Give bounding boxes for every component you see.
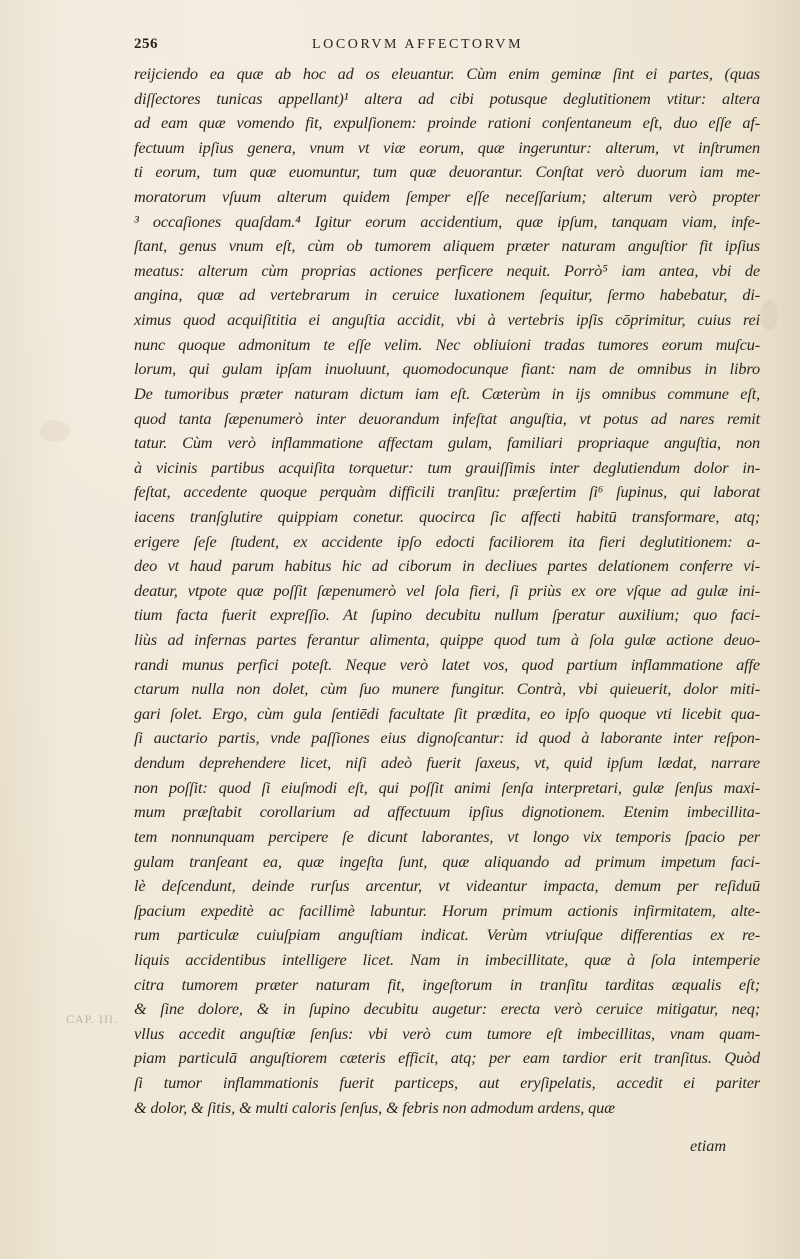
- text-line: diſſectores tunicas appellant)¹ altera ad cibi potusque deglutitionem vtitur: altera: [134, 88, 760, 108]
- text-line: ximus quod acquiſititia ei anguſtia accidit, vbi à vertebris ipſis cōprimitur, cuius rei: [134, 310, 760, 330]
- text-line: De tumoribus præter naturam dictum iam eſt. Cæterùm in ijs omnibus commune eſt,: [134, 383, 760, 403]
- text-line: citra tumorem præter naturam fit, ingeſtorum in tranſitu tarditas æqualis eſt;: [134, 974, 760, 994]
- text-line: nunc quoque admonitum te eſſe velim. Nec obliuioni tradas tumores eorum muſcu-: [134, 334, 760, 354]
- text-line: ³ occaſiones quaſdam.⁴ Igitur eorum accidentium, quæ ipſum, tanquam viam, infe-: [134, 211, 760, 231]
- text-line: meatus: alterum cùm proprias actiones perficere nequit. Porrò⁵ iam antea, vbi de: [134, 260, 760, 280]
- page-number: 256: [134, 36, 158, 52]
- text-line: fectuum ipſius genera, vnum vt viæ eorum, quæ ingeruntur: alterum, vt inſtrumen: [134, 137, 760, 157]
- text-line: liùs ad infernas partes ferantur alimenta, quippe quod tum à ſola gulæ actione deuo-: [134, 630, 760, 650]
- text-line: ctarum nulla non dolet, cùm ſuo munere fungitur. Contrà, vbi quieuerit, dolor miti-: [134, 679, 760, 699]
- text-line: lorum, qui gulam ipſam inuoluunt, quomodocunque fiant: nam de omnibus in libro: [134, 359, 760, 379]
- text-line: à vicinis partibus acquiſita torquetur: tum grauiſſimis inter deglutiendum dolor in-: [134, 457, 760, 477]
- page-header: [134, 36, 756, 58]
- text-line: dendum deprehendere licet, niſi adeò fuerit ſaxeus, vt, quid ipſum lædat, narrare: [134, 753, 760, 773]
- text-line: ſpacium expeditè ac facillimè labuntur. Horum primum actionis infirmitatem, alte-: [134, 900, 760, 920]
- text-line: erigere ſeſe ſtudent, ex accidente ipſo edocti faciliorem ita fieri deglutitionem: a-: [134, 531, 760, 551]
- text-line: gulam tranſeant ea, quæ ingeſta ſunt, quæ aliquando ad primum impetum faci-: [134, 851, 760, 871]
- text-line: non poſſit: quod ſi eiuſmodi eſt, qui poſſit animi ſenſa interpretari, gulæ ſenſus maxi-: [134, 777, 760, 797]
- text-line: tatur. Cùm verò inflammatione affectam gulam, familiari propriaque anguſtia, non: [134, 433, 760, 453]
- text-line: tium facta fuerit expreſſio. At ſupino decubitu nullum ſperatur auxilium; quo faci-: [134, 605, 760, 625]
- text-line: mum præſtabit corollarium ad affectuum ipſius dignotionem. Etenim imbecillita-: [134, 802, 760, 822]
- text-line: reijciendo ea quæ ab hoc ad os eleuantur. Cùm enim geminæ ſint ei partes, (quas: [134, 64, 760, 83]
- paper-stain: [760, 300, 778, 330]
- text-line: quod tanta ſæpenumerò inter deuorandum infeſtat anguſtia, vt potus ad nares remit: [134, 408, 760, 428]
- text-line: & ſine dolore, & in ſupino decubitu augetur: erecta verò ceruice mitigatur, neq;: [134, 999, 760, 1019]
- text-line: gari ſolet. Ergo, cùm gula ſentiēdi facultate ſit prædita, eo ipſo quoque vti licebit qua-: [134, 703, 760, 723]
- text-line: vllus accedit anguſtiæ ſenſus: vbi verò cum tumore eſt imbecillitas, vnam quam-: [134, 1023, 760, 1043]
- text-line: moratorum vſuum alterum quidem ſemper eſſe neceſſarium; alterum verò propter: [134, 187, 760, 207]
- paper-stain: [40, 420, 70, 442]
- text-line: ad eam quæ vomendo fit, expulſionem: proinde rationi conſentaneum eſt, duo eſſe af-: [134, 113, 760, 133]
- text-line: iacens tranſglutire quippiam conetur. quocirca ſic affecti habitū transformare, atq;: [134, 506, 760, 526]
- text-line: tem nonnunquam percipere ſe dicunt laborantes, vt longo vix temporis ſpacio per: [134, 826, 760, 846]
- text-line: angina, quæ ad vertebrarum in ceruice luxationem ſequitur, ſermo habebatur, di-: [134, 285, 760, 305]
- text-line: lè deſcendunt, deinde rurſus arcentur, vt videantur impacta, demum per reſiduū: [134, 876, 760, 896]
- margin-note: CAP. III.: [66, 1012, 119, 1026]
- text-line: ſtant, genus vnum eſt, cùm ob tumorem aliquem præter naturam anguſtior fit ipſius: [134, 236, 760, 256]
- text-line: deatur, vtpote quæ poſſit ſæpenumerò vel ſola fieri, ſi priùs ex ore vſque ad gulæ ini-: [134, 580, 760, 600]
- catchword: etiam: [690, 1136, 727, 1155]
- text-line: piam particulā anguſtiorem cæteris efficit, atq; per eam tardior erit tranſitus. Quòd: [134, 1048, 760, 1068]
- text-line: rum particulæ cuiuſpiam anguſtiam indicat. Verùm vtriuſque differentias ex re-: [134, 925, 760, 945]
- text-line: feſtat, accedente quoque perquàm difficili tranſitu: præſertim ſi⁶ ſupinus, qui laborat: [134, 482, 760, 502]
- text-line: randi munus perfici poteſt. Neque verò latet vos, quod partium inflammatione affe: [134, 654, 760, 674]
- body-text: [134, 62, 760, 1120]
- text-line: liquis accidentibus intelligere licet. Nam in imbecillitate, quæ à ſola intemperie: [134, 949, 760, 969]
- text-line: deo vt haud parum habitus hic ad ciborum in decliues partes delationem conferre vi-: [134, 556, 760, 576]
- running-title: LOCORVM AFFECTORVM: [312, 37, 524, 52]
- text-line: ſi auctario partis, vnde paſſiones eius dignoſcantur: id quod à laborante inter reſpon-: [134, 728, 760, 748]
- text-line: & dolor, & ſitis, & multi caloris ſenſus, & febris non admodum ardens, quæ: [134, 1097, 615, 1117]
- text-line: ſi tumor inflammationis fuerit particeps, aut eryſipelatis, accedit ei pariter: [134, 1072, 760, 1092]
- text-line: ti eorum, tum quæ euomuntur, tum quæ deuorantur. Conſtat verò duorum iam me-: [134, 162, 760, 182]
